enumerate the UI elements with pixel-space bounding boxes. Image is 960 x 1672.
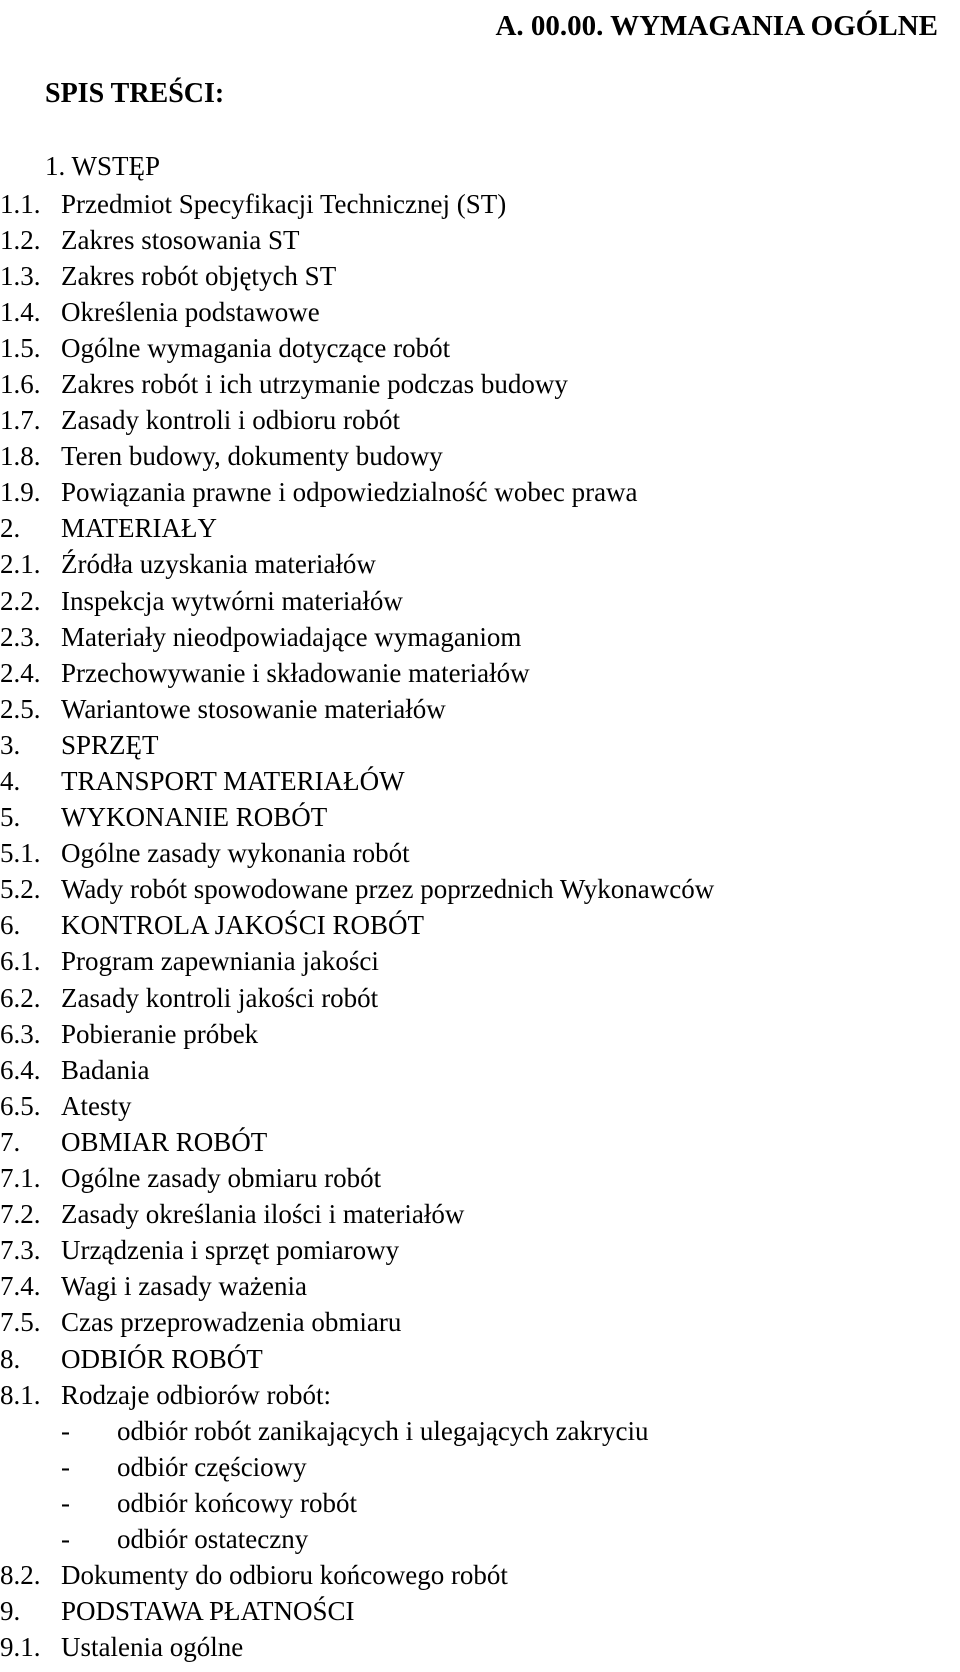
toc-entry: [0, 1629, 940, 1665]
toc-entry: [0, 294, 940, 330]
toc-entry: [0, 1160, 940, 1196]
toc-entry-number: 1.5.: [0, 332, 41, 363]
toc-entry: [0, 510, 940, 546]
toc-bullet: -: [61, 1415, 70, 1446]
toc-entry-number: 8.2.: [0, 1560, 41, 1591]
toc-entry-number: 7.: [0, 1126, 21, 1157]
toc-entry: [0, 691, 940, 727]
toc-entry: [0, 1593, 940, 1629]
toc-entry: [0, 1088, 940, 1124]
toc-entry: [0, 1341, 940, 1377]
toc-bullet: -: [61, 1523, 70, 1554]
toc-entry: [0, 1232, 940, 1268]
toc-entry-number: 8.1.: [0, 1379, 41, 1410]
toc-entry: [0, 943, 940, 979]
toc-entry: [0, 583, 940, 619]
toc-entry-title: Zasady kontroli jakości robót: [61, 982, 379, 1013]
toc-entry-number: 7.2.: [0, 1199, 41, 1230]
toc-entry-number: 2.2.: [0, 585, 41, 616]
toc-heading: SPIS TREŚCI:: [45, 78, 225, 109]
toc-entry-title: Zasady określania ilości i materiałów: [61, 1199, 465, 1230]
toc-entry-title: MATERIAŁY: [61, 513, 217, 544]
toc-entry-number: 3.: [0, 729, 21, 760]
toc-entry-title: Wariantowe stosowanie materiałów: [61, 693, 446, 724]
toc-entry-number: 5.: [0, 802, 21, 833]
toc-entry-number: 2.5.: [0, 693, 41, 724]
toc-entry-title: ODBIÓR ROBÓT: [61, 1343, 263, 1374]
toc-entry-title: KONTROLA JAKOŚCI ROBÓT: [61, 910, 425, 941]
toc-entry: [0, 1377, 940, 1413]
toc-entry-number: 4.: [0, 766, 21, 796]
toc-entry-number: 2.4.: [0, 657, 41, 688]
toc-entry: [0, 655, 940, 691]
toc-entry-title: Ogólne zasady obmiaru robót: [61, 1163, 382, 1194]
toc-section-intro: 1. WSTĘP: [45, 151, 161, 181]
toc-entry: [0, 438, 940, 474]
toc-entry-number: 1.1.: [0, 188, 41, 219]
toc-entry: [0, 402, 940, 438]
toc-entry-title: Zakres robót objętych ST: [61, 260, 337, 291]
toc-entry-title: WYKONANIE ROBÓT: [61, 802, 328, 833]
toc-entry-number: 1.3.: [0, 260, 41, 291]
toc-entry-title: Badania: [61, 1054, 150, 1085]
toc-entry-title: Źródła uzyskania materiałów: [61, 549, 376, 580]
toc-entry-title: Powiązania prawne i odpowiedzialność wobec prawa: [61, 477, 638, 508]
toc-entry: [0, 619, 940, 655]
toc-entry: [0, 727, 940, 763]
toc-entry-number: 6.1.: [0, 946, 41, 977]
toc-entry-title: TRANSPORT MATERIAŁÓW: [61, 766, 405, 796]
toc-subitem: [0, 1449, 940, 1485]
toc-entry: [0, 763, 940, 799]
toc-entry-title: Ogólne wymagania dotyczące robót: [61, 332, 451, 363]
toc-entry: [0, 980, 940, 1016]
toc-entry: [0, 799, 940, 835]
toc-entry-title: odbiór końcowy robót: [117, 1487, 357, 1518]
toc-entry: [0, 330, 940, 366]
toc-entry-title: Zakres robót i ich utrzymanie podczas budowy: [61, 368, 568, 399]
toc-entry: [0, 1016, 940, 1052]
toc-entry-number: 1.9.: [0, 477, 41, 508]
toc-entry-title: Teren budowy, dokumenty budowy: [61, 441, 443, 472]
toc-list: [0, 186, 940, 1666]
toc-entry: [0, 546, 940, 582]
toc-entry: [0, 258, 940, 294]
toc-entry-title: Zakres stosowania ST: [61, 224, 300, 255]
toc-entry-number: 1.7.: [0, 405, 41, 436]
toc-entry-number: 6.5.: [0, 1090, 41, 1121]
toc-entry-number: 1.2.: [0, 224, 41, 255]
toc-entry-title: Czas przeprowadzenia obmiaru: [61, 1307, 402, 1338]
toc-entry: [0, 1557, 940, 1593]
toc-entry: [0, 1052, 940, 1088]
toc-entry-title: odbiór robót zanikających i ulegających zakryciu: [117, 1415, 649, 1446]
toc-entry-number: 2.3.: [0, 621, 41, 652]
toc-entry-number: 7.1.: [0, 1163, 41, 1194]
toc-entry-title: Rodzaje odbiorów robót:: [61, 1379, 331, 1410]
toc-entry-number: 7.5.: [0, 1307, 41, 1338]
toc-entry: [0, 1304, 940, 1340]
toc-entry-number: 7.3.: [0, 1235, 41, 1266]
toc-entry-title: Określenia podstawowe: [61, 296, 320, 327]
toc-entry-number: 6.3.: [0, 1018, 41, 1049]
toc-entry-title: Przedmiot Specyfikacji Technicznej (ST): [61, 188, 507, 219]
toc-entry-title: Inspekcja wytwórni materiałów: [61, 585, 403, 616]
toc-entry-number: 9.1.: [0, 1632, 41, 1663]
toc-entry: [0, 907, 940, 943]
toc-entry-number: 2.1.: [0, 549, 41, 580]
toc-entry-title: Program zapewniania jakości: [61, 946, 379, 977]
toc-entry: [0, 1124, 940, 1160]
toc-entry-title: Przechowywanie i składowanie materiałów: [61, 657, 530, 688]
toc-entry-number: 1.8.: [0, 441, 41, 472]
toc-subitem: [0, 1485, 940, 1521]
toc-entry: [0, 1196, 940, 1232]
toc-entry-number: 6.: [0, 910, 21, 941]
toc-entry-title: Atesty: [61, 1090, 132, 1121]
toc-entry-number: 6.2.: [0, 982, 41, 1013]
toc-subitem: [0, 1521, 940, 1557]
toc-entry: [0, 1268, 940, 1304]
toc-subitem: [0, 1413, 940, 1449]
toc-entry-title: Materiały nieodpowiadające wymaganiom: [61, 621, 522, 652]
toc-entry-number: 7.4.: [0, 1271, 41, 1302]
toc-entry-number: 1.6.: [0, 368, 41, 399]
toc-entry: [0, 366, 940, 402]
toc-entry-number: 5.2.: [0, 874, 41, 905]
toc-entry-title: PODSTAWA PŁATNOŚCI: [61, 1596, 355, 1627]
toc-entry-number: 2.: [0, 513, 21, 544]
toc-entry-title: odbiór częściowy: [117, 1451, 307, 1482]
toc-entry: [0, 871, 940, 907]
toc-bullet: -: [61, 1451, 70, 1482]
toc-entry-title: Zasady kontroli i odbioru robót: [61, 405, 400, 436]
toc-entry-title: OBMIAR ROBÓT: [61, 1126, 268, 1157]
toc-bullet: -: [61, 1487, 70, 1518]
document-header: A. 00.00. WYMAGANIA OGÓLNE: [495, 10, 938, 42]
toc-entry: [0, 835, 940, 871]
toc-entry-title: Ustalenia ogólne: [61, 1632, 244, 1663]
toc-entry-title: SPRZĘT: [61, 729, 159, 760]
toc-entry: [0, 186, 940, 222]
toc-entry-title: odbiór ostateczny: [117, 1523, 309, 1554]
toc-entry-title: Pobieranie próbek: [61, 1018, 259, 1049]
toc-entry-number: 8.: [0, 1343, 21, 1374]
toc-entry: [0, 474, 940, 510]
toc-entry-title: Urządzenia i sprzęt pomiarowy: [61, 1235, 400, 1266]
toc-entry-title: Wagi i zasady ważenia: [61, 1271, 307, 1302]
toc-entry-title: Wady robót spowodowane przez poprzednich Wykonawców: [61, 874, 715, 905]
toc-entry-title: Dokumenty do odbioru końcowego robót: [61, 1560, 508, 1591]
toc-entry-number: 1.4.: [0, 296, 41, 327]
toc-entry: [0, 222, 940, 258]
toc-entry-title: Ogólne zasady wykonania robót: [61, 838, 410, 869]
toc-entry-number: 5.1.: [0, 838, 41, 869]
toc-entry-number: 9.: [0, 1596, 21, 1627]
toc-entry-number: 6.4.: [0, 1054, 41, 1085]
